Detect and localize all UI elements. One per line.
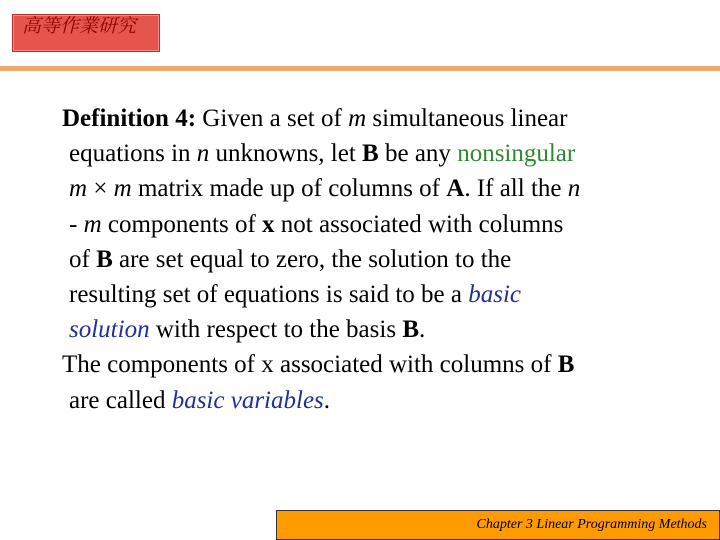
definition-line-2: [62, 136, 702, 171]
matrix-B: B: [362, 140, 379, 168]
text-span: -: [69, 210, 84, 238]
var-n: n: [567, 175, 581, 203]
logo-text: 高等作業研究: [22, 15, 137, 37]
var-n: n: [196, 140, 210, 168]
var-m: m: [113, 175, 132, 203]
text-span: components of: [101, 210, 263, 238]
definition-line-1: [62, 101, 702, 136]
note-line-1: [62, 347, 702, 382]
text-span: Given a set of: [196, 105, 349, 132]
definition-line-7: [62, 312, 702, 347]
times-symbol: ×: [87, 175, 114, 203]
text-span: simultaneous linear: [366, 105, 568, 132]
matrix-B: B: [557, 351, 575, 379]
term-solution: solution: [69, 316, 150, 344]
text-span: are set equal to zero, the solution to the: [112, 245, 512, 273]
definition-line-4: [62, 207, 702, 242]
term-basic-variables: basic variables: [171, 386, 324, 414]
definition-line-5: [62, 242, 702, 277]
matrix-A: A: [446, 175, 465, 203]
definition-line-3: [62, 171, 702, 206]
text-span: resulting set of equations is said to be a: [69, 281, 469, 309]
chapter-label: Chapter 3 Linear Programming Methods: [476, 517, 707, 532]
text-span: .: [419, 316, 426, 344]
text-span: matrix made up of columns of: [131, 175, 447, 203]
definition-label: Definition 4:: [62, 105, 197, 132]
text-span: are called: [69, 386, 172, 414]
text-span: not associated with columns: [274, 210, 564, 238]
footer-banner: [276, 510, 720, 540]
matrix-B: B: [96, 245, 113, 273]
term-basic: basic: [468, 281, 522, 309]
text-span: unknowns, let: [209, 140, 363, 168]
header-divider: [0, 66, 720, 71]
slide-content: [62, 101, 702, 418]
text-span: with respect to the basis: [149, 316, 403, 344]
text-span: . If all the: [464, 175, 568, 203]
text-span: equations in: [69, 140, 197, 168]
definition-line-6: [62, 277, 702, 312]
text-span: .: [323, 386, 331, 414]
note-line-2: [62, 383, 702, 418]
term-nonsingular: nonsingular: [457, 140, 576, 168]
matrix-B: B: [402, 316, 419, 344]
text-span: The components of x associated with columns of: [62, 351, 558, 379]
var-m: m: [83, 210, 102, 238]
text-span: be any: [378, 140, 458, 168]
text-span: of: [69, 245, 97, 273]
var-m: m: [348, 105, 367, 132]
var-m: m: [69, 175, 88, 203]
vector-x: x: [262, 210, 275, 238]
